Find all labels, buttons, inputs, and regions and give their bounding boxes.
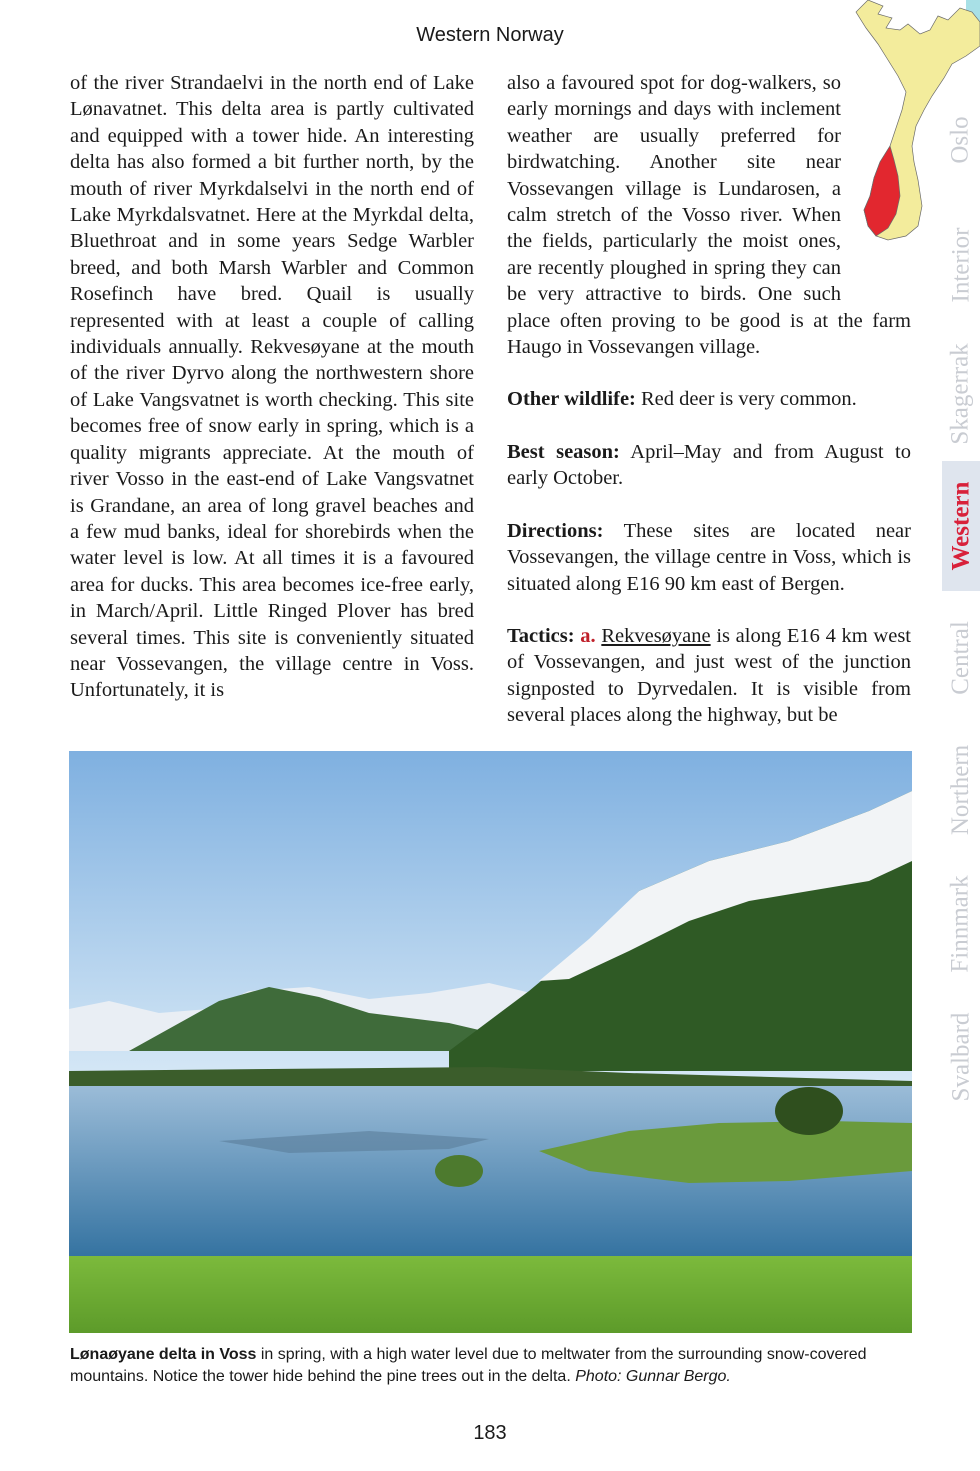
tab-interior[interactable]: Interior [947, 227, 974, 303]
tab-western[interactable]: Western [942, 461, 980, 591]
landscape-photo [69, 751, 912, 1333]
directions-text: These sites are located near Vossevangen, the village centre in Voss, which is situated along E16 90 km east of Bergen. [507, 519, 911, 595]
caption-text: in spring, with a high water level due to meltwater from the surrounding snow-covered mountains. Notice the tower hide behind the pine trees out in the delta. [70, 1346, 867, 1385]
page-number: 183 [473, 1422, 507, 1444]
tab-oslo[interactable]: Oslo [947, 116, 975, 164]
photo-tree-island [435, 1155, 483, 1187]
tactics-text: is along E16 4 km west of Vossevangen, and just west of the junction signposted to Dyrvedalen. It is visible from several places along the highway, but be [507, 624, 912, 727]
tactics-label: Tactics: [507, 624, 575, 647]
left-column [70, 70, 474, 704]
photo-delta-trees [775, 1087, 843, 1135]
best-season-paragraph [507, 439, 911, 492]
caption-credit: Photo: Gunnar Bergo. [575, 1368, 731, 1385]
best-season-text: April–May and from August to early October. [507, 440, 912, 490]
caption-title: Lønaøyane delta in Voss [70, 1346, 257, 1363]
running-head: Western Norway [416, 24, 564, 46]
tactics-paragraph [507, 623, 911, 729]
right-column-intro: also a favoured spot for dog-walkers, so early mornings and days with inclement weather are usually preferred for birdwatching. Another site near Vossevangen village is Lundarosen, a calm stretch of the Vosso river. When the fields, particularly the moist ones, are recently ploughed in spring they can be very attractive to birds. One such place often proving to be good is at the farm Haugo in Vossevangen village. [507, 72, 911, 359]
other-wildlife-text: Red deer is very common. [641, 388, 857, 411]
map-wrap-space [841, 70, 911, 305]
other-wildlife-paragraph [507, 386, 911, 412]
tab-central[interactable]: Central [947, 621, 974, 695]
site-letter-a: a. [580, 624, 596, 647]
photo-caption [70, 1344, 915, 1388]
tab-skagerrak[interactable]: Skagerrak [947, 343, 974, 445]
photo-foreground-meadow [69, 1256, 912, 1333]
tab-finnmark[interactable]: Finnmark [947, 875, 974, 973]
chapter-tabs [942, 80, 980, 1120]
best-season-label: Best season: [507, 440, 620, 463]
directions-paragraph [507, 518, 911, 597]
other-wildlife-label: Other wildlife: [507, 388, 636, 411]
right-column [507, 70, 911, 729]
directions-label: Directions: [507, 519, 604, 542]
left-column-text: of the river Strandaelvi in the north end of Lake Lønavatnet. This delta area is partly cultivated and equipped with a tower hide. An interesting delta has also formed a bit further north, by the mouth of river Myrkdalselvi in the north end of Lake Myrkdalsvatnet. Here at the Myrkdal delta, Bluethroat and in some years Sedge Warbler breed, and both Marsh Warbler and Common Rosefinch have bred. Quail is usually represented with at least a couple of calling individuals annually. Rekvesøyane at the mouth of the river Dyrvo along the northwestern shore of Lake Vangsvatnet is worth checking. This site becomes free of snow early in spring, which is a quality migrants appreciate. At the mouth of river Vosso in the east-end of Lake Vangsvatnet is Grandane, an area of long gravel beaches and a few mud banks, ideal for shorebirds when the water level is low. At all times it is a favoured area for ducks. This area becomes ice-free early, in March/April. Little Ringed Plover has bred several times. This site is conveniently situated near Vossevangen, the village centre in Voss. Unfortunately, it is [70, 72, 474, 702]
tab-northern[interactable]: Northern [947, 744, 974, 836]
tab-svalbard[interactable]: Svalbard [947, 1012, 974, 1102]
site-name-rekvesoyane: Rekvesøyane [601, 624, 711, 647]
